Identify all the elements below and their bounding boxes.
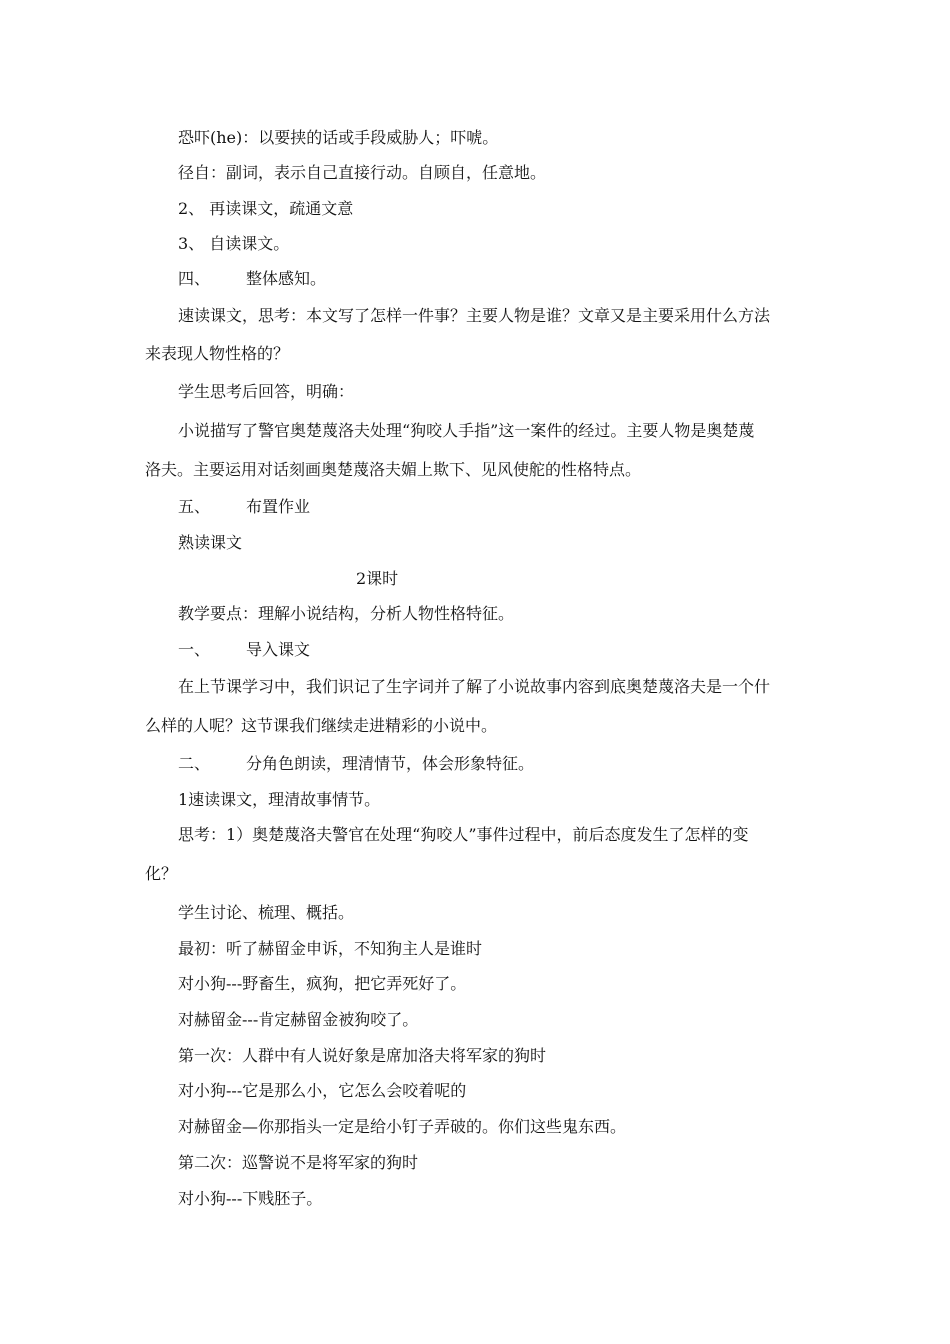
text-line: 对赫留金---肯定赫留金被狗咬了。	[178, 1010, 419, 1029]
section-number: 一、	[178, 640, 211, 659]
text-line: 恐吓(he)：以要挟的话或手段威胁人；吓唬。	[178, 128, 499, 147]
text-line: 对小狗---下贱胚子。	[178, 1189, 323, 1208]
text-line: 熟读课文	[178, 533, 243, 552]
section-number: 二、	[178, 754, 211, 773]
section-title: 导入课文	[246, 640, 311, 659]
text-line: 学生思考后回答，明确：	[178, 382, 355, 401]
section-heading	[178, 269, 326, 289]
section-title: 整体感知。	[246, 269, 327, 288]
text-line: 来表现人物性格的？	[145, 344, 290, 363]
text-line: 对小狗---野畜生，疯狗，把它弄死好了。	[178, 974, 467, 993]
text-line: 1速读课文，理清故事情节。	[178, 790, 381, 809]
section-heading	[178, 754, 534, 774]
list-item: 2、 再读课文，疏通文意	[178, 199, 354, 218]
text-line: 化？	[145, 864, 178, 883]
text-line: 径自：副词，表示自己直接行动。自顾自，任意地。	[178, 163, 547, 182]
text-line: 学生讨论、梳理、概括。	[178, 903, 355, 922]
text-line: 第一次：人群中有人说好象是席加洛夫将军家的狗时	[178, 1046, 547, 1065]
text-line: 速读课文，思考：本文写了怎样一件事？主要人物是谁？文章又是主要采用什么方法	[178, 306, 771, 325]
text-line: 洛夫。主要运用对话刻画奥楚蔑洛夫媚上欺下、见风使舵的性格特点。	[145, 460, 642, 479]
text-line: 在上节课学习中，我们识记了生字词并了解了小说故事内容到底奥楚蔑洛夫是一个什	[178, 677, 771, 696]
section-number: 五、	[178, 497, 211, 516]
section-heading	[178, 640, 310, 660]
section-heading	[178, 497, 310, 517]
text-line: 教学要点：理解小说结构，分析人物性格特征。	[178, 604, 515, 623]
text-line: 对赫留金—你那指头一定是给小钉子弄破的。你们这些鬼东西。	[178, 1117, 627, 1136]
section-title: 分角色朗读，理清情节，体会形象特征。	[246, 754, 535, 773]
text-line: 最初：听了赫留金申诉，不知狗主人是谁时	[178, 939, 483, 958]
text-line: 对小狗---它是那么小，它怎么会咬着呢的	[178, 1081, 467, 1100]
section-title: 布置作业	[246, 497, 311, 516]
text-line: 第二次：巡警说不是将军家的狗时	[178, 1153, 419, 1172]
text-line: 思考：1）奥楚蔑洛夫警官在处理“狗咬人”事件过程中，前后态度发生了怎样的变	[178, 825, 749, 844]
text-line: 么样的人呢？这节课我们继续走进精彩的小说中。	[145, 716, 498, 735]
lesson-title: 2课时	[356, 569, 399, 588]
text-line: 小说描写了警官奥楚蔑洛夫处理“狗咬人手指”这一案件的经过。主要人物是奥楚蔑	[178, 421, 755, 440]
list-item: 3、 自读课文。	[178, 234, 290, 253]
section-number: 四、	[178, 269, 211, 288]
